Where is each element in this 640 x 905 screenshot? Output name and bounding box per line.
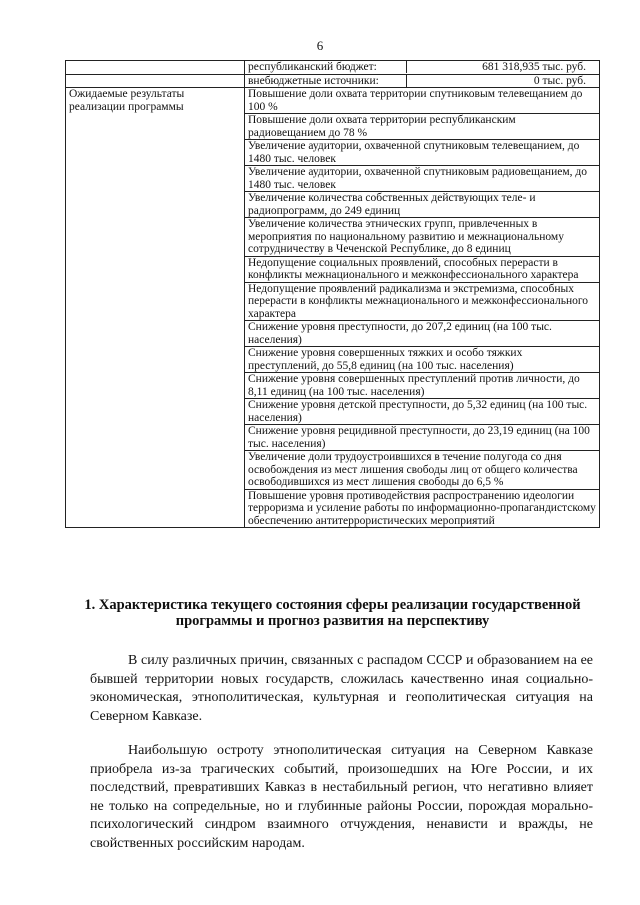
result-item: Снижение уровня детской преступности, до 5,32 единиц (на 100 тыс. населения) [245,399,600,425]
result-item: Увеличение аудитории, охваченной спутниковым радиовещанием, до 1480 тыс. человек [245,166,600,192]
result-item: Снижение уровня совершенных тяжких и особо тяжких преступлений, до 55,8 единиц (на 100 тыс. населения) [245,347,600,373]
result-item: Увеличение аудитории, охваченной спутниковым телевещанием, до 1480 тыс. человек [245,140,600,166]
section-heading: 1. Характеристика текущего состояния сферы реализации государственной программы и прогноз развития на перспективу [84,597,581,629]
budget-row-republican [66,61,600,75]
budget-cell [245,74,600,88]
budget-source-value: 681 318,935 тыс. руб. [482,61,586,73]
result-item: Увеличение доли трудоустроившихся в течение полугода со дня освобождения из мест лишения свободы лиц от общего количества освободившихся из мест лишения свободы до 6,5 % [245,451,600,490]
empty-label-cell [66,61,245,75]
result-item: Увеличение количества собственных действующих теле- и радиопрограмм, до 249 единиц [245,192,600,218]
budget-cell [245,61,600,75]
result-item: Недопущение социальных проявлений, способных перерасти в конфликты межнационального и межконфессионального характера [245,256,600,282]
page-number: 6 [316,38,324,53]
budget-divider [406,75,407,87]
result-item: Снижение уровня совершенных преступлений против личности, до 8,11 единиц (на 100 тыс. населения) [245,373,600,399]
body-paragraph: В силу различных причин, связанных с распадом СССР и образованием на ее бывшей территории новых государств, сложилась качественно иная социально-экономическая, этнополитическая, культурная и геополитическая ситуация на Северном Кавказе. [90,653,593,724]
result-item: Снижение уровня преступности, до 207,2 единиц (на 100 тыс. населения) [245,321,600,347]
program-passport-table [65,60,600,528]
budget-source-name: внебюджетные источники: [248,74,379,87]
result-item: Повышение доли охвата территории республиканским радиовещанием до 78 % [245,114,600,140]
body-paragraph: Наибольшую остроту этнополитическая ситуация на Северном Кавказе приобрела из-за трагических событий, произошедших на Юге России, и их последствий, превративших Кавказ в нестабильный регион, что негативно влияет не только на сопредельные, но и глубинные районы России, порождая морально-психологический синдром взаимного отчуждения, ненависти и вражды, не свойственных российским народам. [90,743,593,851]
empty-label-cell [66,74,245,88]
budget-row-extrabudgetary [66,74,600,88]
result-item: Повышение уровня противодействия распространению идеологии терроризма и усиление работы по информационно-пропагандистскому обеспечению антитеррористических мероприятий [245,489,600,528]
result-item: Недопущение проявлений радикализма и экстремизма, способных перерасти в конфликты межнационального и межконфессионального характера [245,282,600,321]
result-item: Повышение доли охвата территории спутниковым телевещанием до 100 % [245,88,600,114]
budget-divider [406,61,407,73]
budget-source-value: 0 тыс. руб. [533,74,586,87]
result-item: Увеличение количества этнических групп, привлеченных в мероприятия по национальному развитию и межнациональному сотрудничеству в Чеченской Республике, до 8 единиц [245,218,600,257]
results-label: Ожидаемые результаты реализации программы [66,88,245,528]
result-row [66,88,600,114]
result-item: Снижение уровня рецидивной преступности, до 23,19 единиц (на 100 тыс. населения) [245,425,600,451]
budget-source-name: республиканский бюджет: [248,61,377,73]
